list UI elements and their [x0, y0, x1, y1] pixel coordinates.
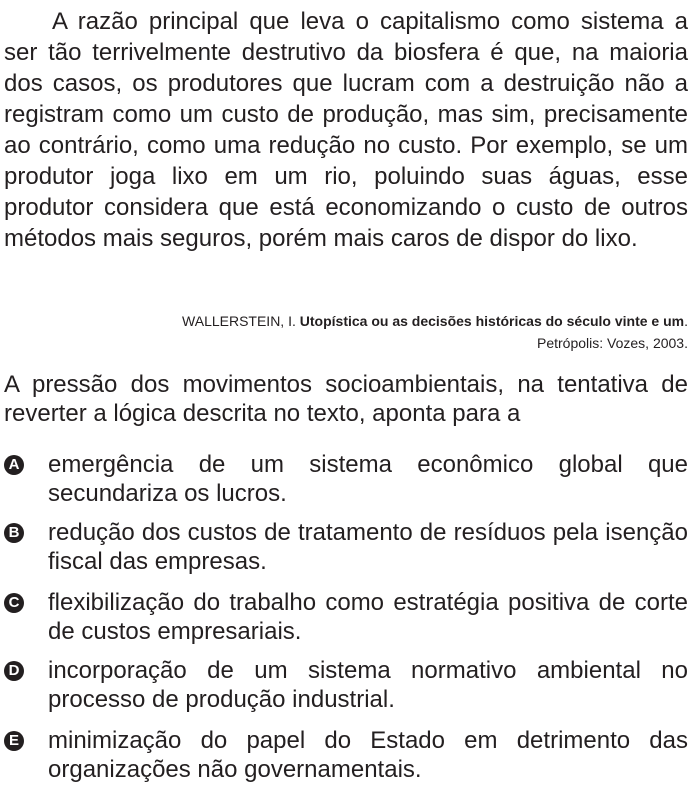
citation-book-title: Utopística ou as decisões históricas do século vinte e um: [299, 313, 685, 329]
option-d-letter-badge: D: [4, 661, 24, 681]
option-e[interactable]: [4, 726, 688, 784]
question-stem: A pressão dos movimentos socioambientais, na tentativa de reverter a lógica descrita no texto, aponta para a: [4, 371, 688, 427]
option-a-letter-badge: A: [4, 455, 24, 475]
citation: [28, 310, 688, 354]
option-c[interactable]: [4, 588, 688, 646]
option-d[interactable]: [4, 656, 688, 714]
citation-author: WALLERSTEIN, I.: [182, 313, 296, 329]
option-d-text: incorporação de um sistema normativo ambiental no processo de produção industrial.: [48, 657, 688, 713]
option-e-text: minimização do papel do Estado em detrimento das organizações não governamentais.: [48, 727, 688, 783]
option-b-letter-badge: B: [4, 523, 24, 543]
option-b-text: redução dos custos de tratamento de resíduos pela isenção fiscal das empresas.: [48, 519, 688, 575]
option-b[interactable]: [4, 518, 688, 576]
citation-publisher: Petrópolis: Vozes, 2003.: [537, 335, 688, 351]
option-c-letter-badge: C: [4, 593, 24, 613]
option-e-letter-badge: E: [4, 731, 24, 751]
option-a-text: emergência de um sistema econômico global que secundariza os lucros.: [48, 451, 688, 507]
source-passage: A razão principal que leva o capitalismo como sistema a ser tão terrivelmente destrutivo da biosfera é que, na maioria dos casos, os produtores que lucram com a destruição não a registram como um custo de produção, mas sim, precisamente ao contrário, como uma redução no custo. Por exemplo, se um produtor joga lixo em um rio, poluindo suas águas, esse produtor considera que está economizando o custo de outros métodos mais seguros, porém mais caros de dispor do lixo.: [4, 8, 688, 252]
option-a[interactable]: [4, 450, 688, 508]
citation-end-punct: .: [684, 313, 688, 329]
option-c-text: flexibilização do trabalho como estratégia positiva de corte de custos empresariais.: [48, 589, 688, 645]
